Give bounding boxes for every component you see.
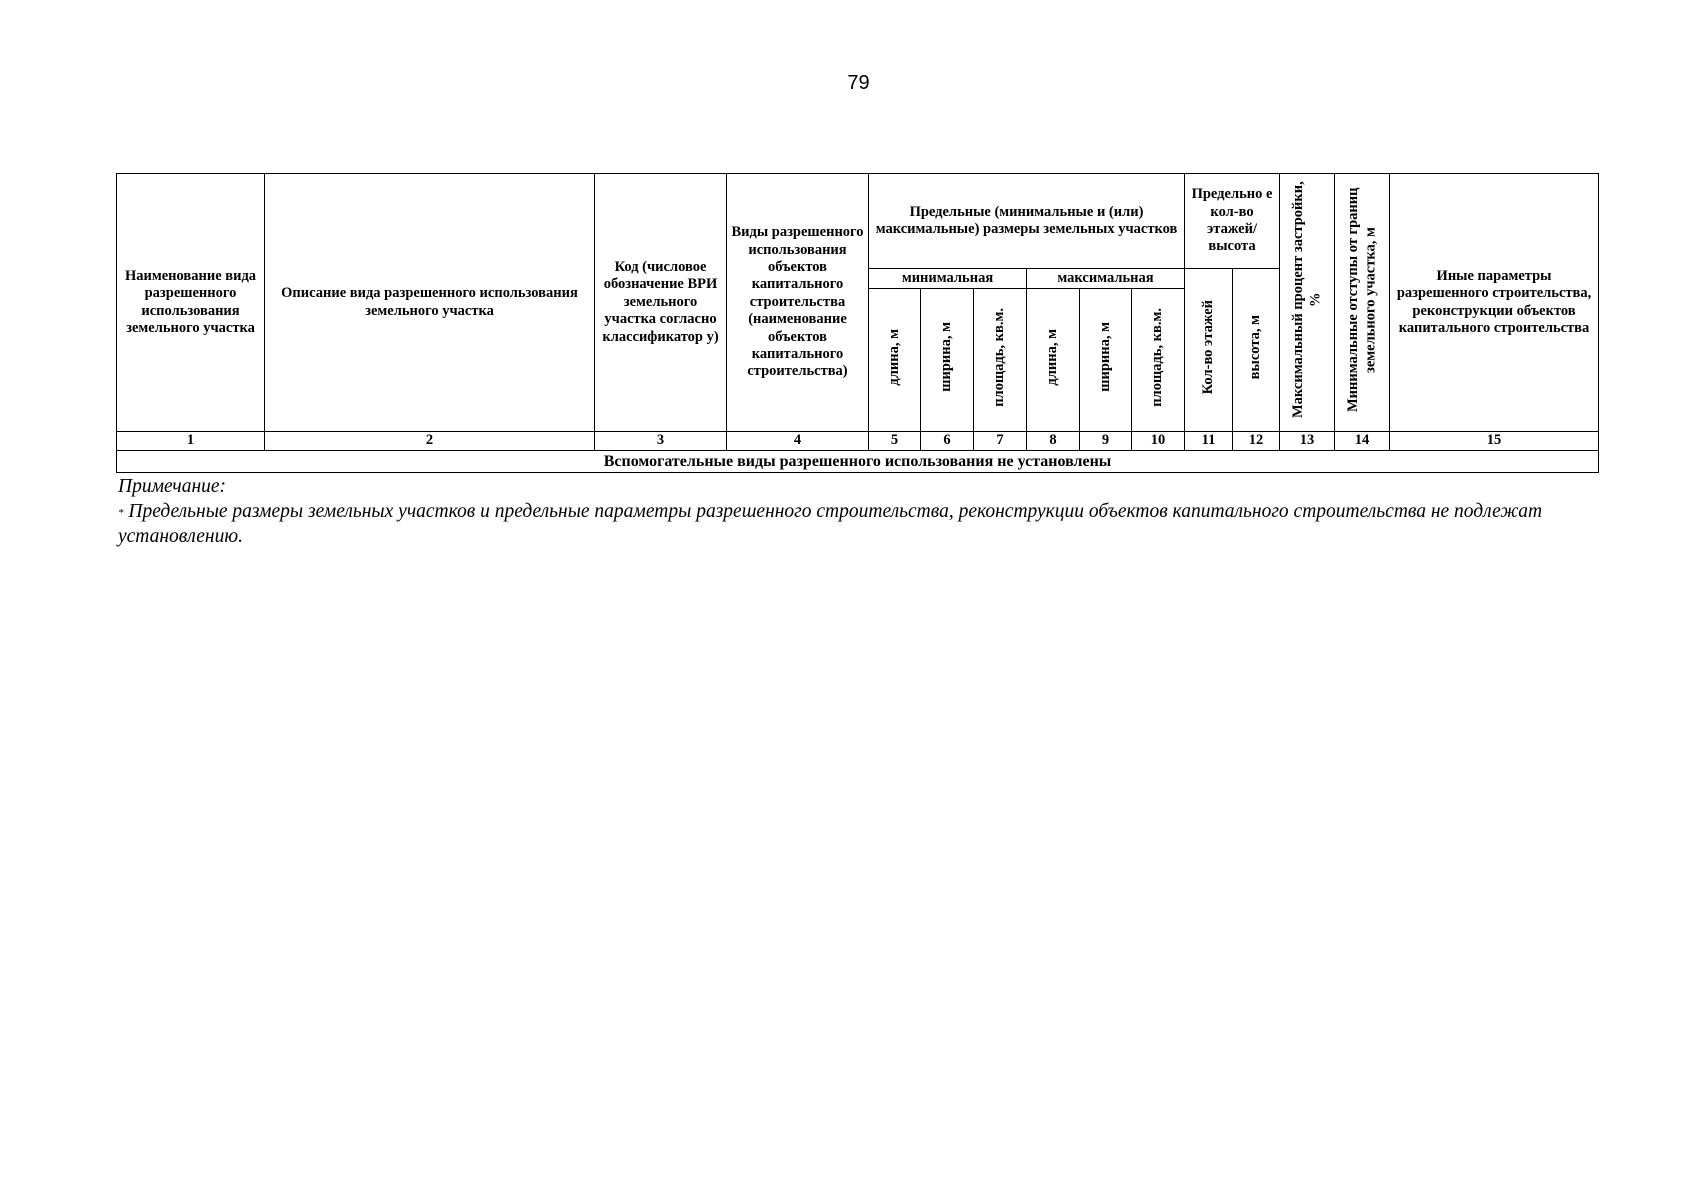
header-use-name: Наименование вида разрешенного использования земельного участка — [117, 174, 265, 432]
column-number: 10 — [1132, 432, 1185, 451]
column-number: 12 — [1233, 432, 1280, 451]
header-height: высота, м — [1233, 269, 1280, 432]
footnote-marker: * — [118, 507, 124, 519]
auxiliary-uses-row: Вспомогательные виды разрешенного использования не установлены — [117, 451, 1599, 473]
page-number: 79 — [847, 72, 870, 94]
header-min-length: длина, м — [869, 289, 921, 432]
header-floors-height-group: Предельно е кол-во этажей/ высота — [1185, 174, 1280, 269]
header-use-description: Описание вида разрешенного использования земельного участка — [265, 174, 595, 432]
header-use-code: Код (числовое обозначение ВРИ земельного участка согласно классификатор у) — [595, 174, 727, 432]
column-number: 9 — [1080, 432, 1132, 451]
header-max-length: длина, м — [1027, 289, 1080, 432]
column-number: 11 — [1185, 432, 1233, 451]
header-plot-size-limits: Предельные (минимальные и (или) максимальные) размеры земельных участков — [869, 174, 1185, 269]
footnote — [118, 474, 1618, 549]
header-floor-count: Кол-во этажей — [1185, 269, 1233, 432]
column-number: 8 — [1027, 432, 1080, 451]
header-other-parameters: Иные параметры разрешенного строительства, реконструкции объектов капитального строительства — [1390, 174, 1599, 432]
column-number: 2 — [265, 432, 595, 451]
header-min-area: площадь, кв.м. — [974, 289, 1027, 432]
column-number: 6 — [921, 432, 974, 451]
column-number-row — [117, 432, 1599, 451]
column-number: 5 — [869, 432, 921, 451]
footnote-body: Предельные размеры земельных участков и предельные параметры разрешенного строительства, реконструкции объектов капитального строительства не подлежат установлению. — [118, 501, 1543, 547]
footnote-text — [118, 499, 1618, 549]
header-max-area: площадь, кв.м. — [1132, 289, 1185, 432]
header-min-width: ширина, м — [921, 289, 974, 432]
column-number: 7 — [974, 432, 1027, 451]
header-minimum: минимальная — [869, 269, 1027, 289]
header-max-build-percent: Максимальный процент застройки, % — [1280, 174, 1335, 432]
column-number: 14 — [1335, 432, 1390, 451]
header-maximum: максимальная — [1027, 269, 1185, 289]
land-use-parameters-table — [116, 173, 1599, 473]
footnote-title: Примечание: — [118, 476, 227, 497]
column-number: 3 — [595, 432, 727, 451]
header-min-setbacks: Минимальные отступы от границ земельного участка, м — [1335, 174, 1390, 432]
header-construction-types: Виды разрешенного использования объектов капитального строительства (наименование объектов капитального строительства) — [727, 174, 869, 432]
header-max-width: ширина, м — [1080, 289, 1132, 432]
column-number: 1 — [117, 432, 265, 451]
column-number: 4 — [727, 432, 869, 451]
column-number: 15 — [1390, 432, 1599, 451]
column-number: 13 — [1280, 432, 1335, 451]
